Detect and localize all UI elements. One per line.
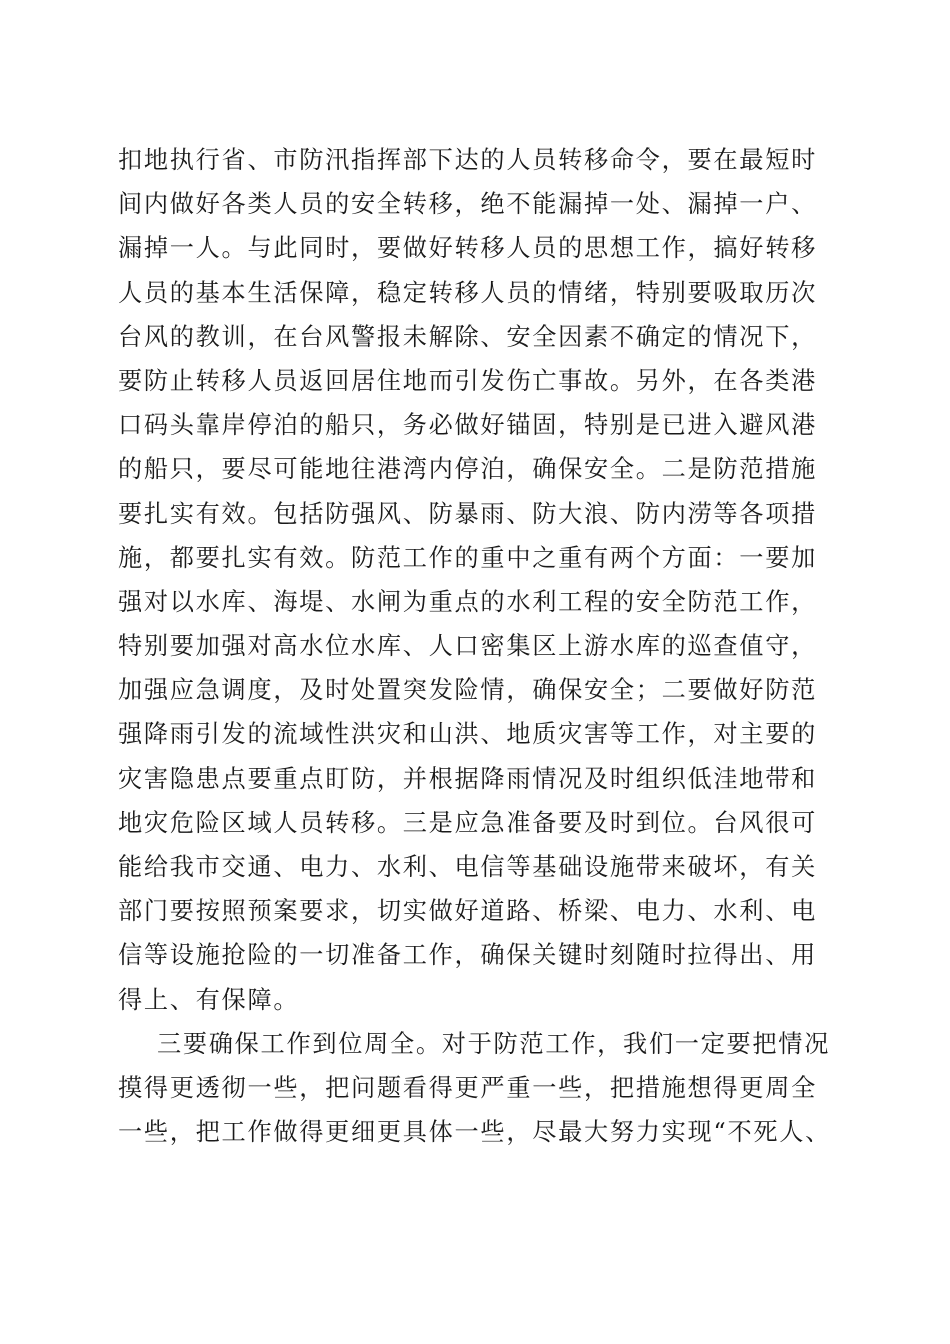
text-line: 部门要按照预案要求，切实做好道路、桥梁、电力、水利、电 [118, 897, 817, 926]
text-line: 一些，把工作做得更细更具体一些，尽最大努力实现“不死人、 [118, 1118, 832, 1147]
text-line: 要防止转移人员返回居住地而引发伤亡事故。另外，在各类港 [118, 366, 817, 395]
text-line: 漏掉一人。与此同时，要做好转移人员的思想工作，搞好转移 [118, 234, 817, 263]
text-line: 强降雨引发的流域性洪灾和山洪、地质灾害等工作，对主要的 [118, 720, 817, 749]
text-line: 的船只，要尽可能地往港湾内停泊，确保安全。二是防范措施 [118, 455, 817, 484]
paragraph-first-line: 三要确保工作到位周全。对于防范工作，我们一定要把情况 [157, 1029, 831, 1058]
text-line: 加强应急调度，及时处置突发险情，确保安全；二要做好防范 [118, 676, 817, 705]
text-line: 能给我市交通、电力、水利、电信等基础设施带来破坏，有关 [118, 853, 817, 881]
text-line: 灾害隐患点要重点盯防，并根据降雨情况及时组织低洼地带和 [118, 764, 817, 793]
text-line: 得上、有保障。 [118, 985, 300, 1014]
body-text [118, 138, 838, 1154]
text-line: 特别要加强对高水位水库、人口密集区上游水库的巡查值守， [118, 632, 817, 661]
text-line: 间内做好各类人员的安全转移，绝不能漏掉一处、漏掉一户、 [118, 190, 817, 219]
text-line: 扣地执行省、市防汛指挥部下达的人员转移命令，要在最短时 [118, 146, 817, 174]
text-line: 施，都要扎实有效。防范工作的重中之重有两个方面：一要加 [118, 543, 817, 572]
text-line: 地灾危险区域人员转移。三是应急准备要及时到位。台风很可 [118, 808, 817, 837]
text-line: 口码头靠岸停泊的船只，务必做好锚固，特别是已进入避风港 [118, 411, 817, 440]
text-line: 信等设施抢险的一切准备工作，确保关键时刻随时拉得出、用 [118, 941, 817, 970]
text-line: 台风的教训，在台风警报未解除、安全因素不确定的情况下， [118, 322, 817, 351]
text-line: 人员的基本生活保障，稳定转移人员的情绪，特别要吸取历次 [118, 278, 817, 307]
text-line: 强对以水库、海堤、水闸为重点的水利工程的安全防范工作， [118, 587, 817, 616]
text-line: 摸得更透彻一些，把问题看得更严重一些，把措施想得更周全 [118, 1073, 817, 1102]
text-line: 要扎实有效。包括防强风、防暴雨、防大浪、防内涝等各项措 [118, 499, 817, 528]
